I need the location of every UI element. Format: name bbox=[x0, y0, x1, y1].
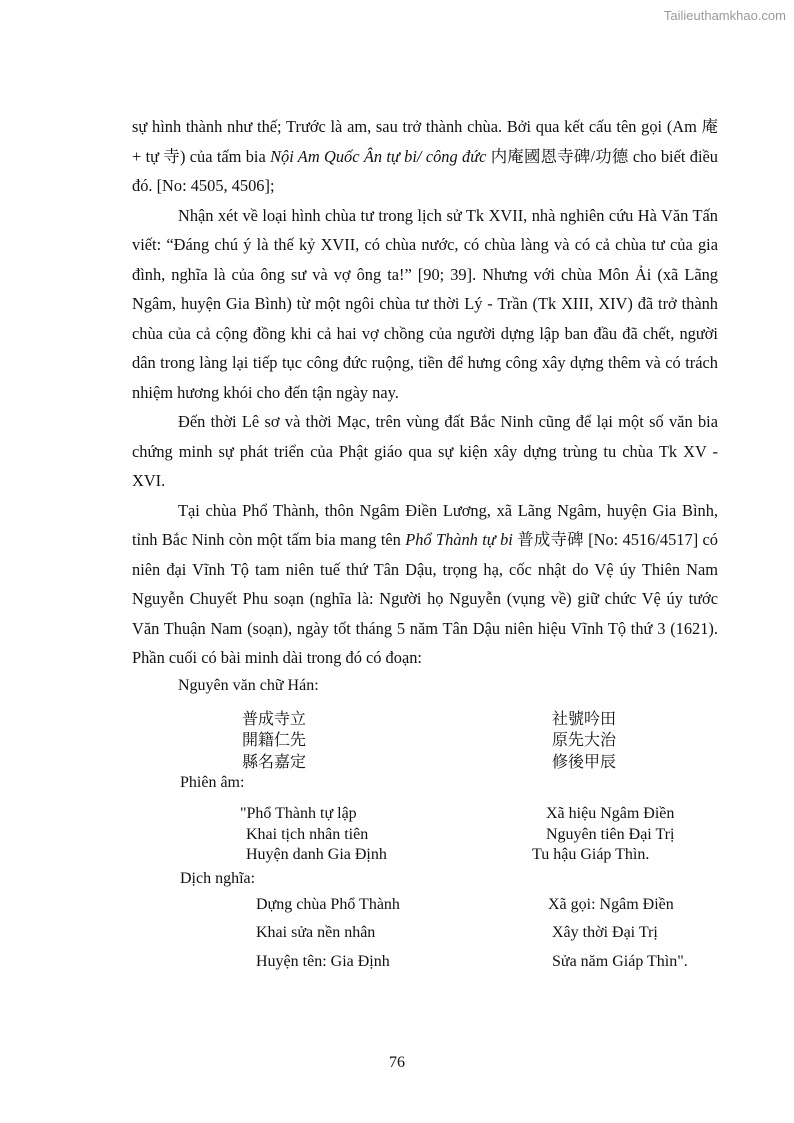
verse-row bbox=[132, 749, 718, 771]
verse-row bbox=[132, 805, 718, 826]
verse-right: 社號吟田 bbox=[552, 710, 617, 728]
paragraph-text: Nhận xét về loại hình chùa tư trong lịch sử Tk XVII, nhà nghiên cứu Hà Văn Tấn viết: “Đáng chú ý là thế kỷ XVII, có chùa nước, có chùa làng và có cả chùa tư của gia đình, nghĩa là của ông sư và vợ ông ta!” [90; 39]. Nhưng với chùa Môn Ải (xã Lãng Ngâm, huyện Gia Bình) từ một ngôi chùa tư thời Lý - Trần (Tk XIII, XIV) đã trở thành chùa của cả cộng đồng khi cả hai vợ chồng của người dựng lập ban đầu đã chết, người dân trong làng lại tiếp tục công đức ruộng, tiền để hưng công xây dựng thêm và có trách nhiệm hương khói cho đến tận ngày nay. bbox=[132, 205, 718, 402]
paragraphs bbox=[132, 112, 718, 673]
verse-left: 普成寺立 bbox=[242, 710, 307, 728]
verse-right: Nguyên tiên Đại Trị bbox=[546, 825, 675, 843]
watermark: Tailieuthamkhao.com bbox=[663, 8, 786, 23]
verse-right: Sửa năm Giáp Thìn". bbox=[552, 952, 688, 970]
verse-left: Khai sửa nền nhân bbox=[256, 924, 376, 941]
verse-row bbox=[132, 953, 718, 982]
page-body bbox=[132, 112, 718, 981]
paragraph-text: 内庵國恩寺碑/功德 cho biết điều đó. [No: 4505, 4506]; bbox=[132, 146, 718, 195]
paragraph bbox=[132, 201, 718, 408]
dich-verse bbox=[132, 896, 718, 982]
paragraph bbox=[132, 496, 718, 673]
italic-title: Phổ Thành tự bi bbox=[405, 530, 513, 549]
verse-left: Dựng chùa Phổ Thành bbox=[256, 895, 400, 913]
verse-left: Huyện tên: Gia Định bbox=[256, 952, 390, 970]
paragraph-text: Đến thời Lê sơ và thời Mạc, trên vùng đất Bắc Ninh cũng để lại một số văn bia chứng minh sự phát triển của Phật giáo qua sự kiện xây dựng trùng tu chùa Tk XV - XVI. bbox=[132, 412, 718, 490]
paragraph bbox=[132, 407, 718, 496]
verse-left: "Phổ Thành tự lập bbox=[240, 805, 357, 822]
verse-right: Xây thời Đại Trị bbox=[552, 924, 658, 941]
verse-right: 修後甲辰 bbox=[552, 753, 617, 771]
paragraph-text: 普成寺碑 [No: 4516/4517] có niên đại Vĩnh Tộ tam niên tuế thứ Tân Dậu, trọng hạ, cốc nhật do Vệ úy Thiên Nam Nguyễn Chuyết Phu soạn (nghĩa là: Người họ Nguyễn (vụng về) giữ chức Vệ úy tước Văn Thuận Nam (soạn), ngày tốt tháng 5 năm Tân Dậu niên hiệu Vĩnh Tộ thứ 3 (1621). Phần cuối có bài minh dài trong đó có đoạn: bbox=[132, 530, 718, 667]
phien-label: Phiên âm: bbox=[180, 774, 245, 791]
verse-right: 原先大治 bbox=[552, 732, 617, 749]
verse-left: Khai tịch nhân tiên bbox=[246, 825, 369, 843]
paragraph-text: sự hình thành như thế; Trước là am, sau trở thành chùa. Bởi qua kết cấu tên gọi (Am 庵 + tự 寺) của tấm bia bbox=[132, 117, 718, 166]
verse-row bbox=[132, 924, 718, 953]
page-number: 76 bbox=[389, 1054, 405, 1071]
verse-row bbox=[132, 826, 718, 847]
verse-left: Huyện danh Gia Định bbox=[246, 846, 387, 863]
han-label: Nguyên văn chữ Hán: bbox=[178, 676, 319, 694]
paragraph-text: Tại chùa Phổ Thành, thôn Ngâm Điền Lương, xã Lãng Ngâm, huyện Gia Bình, tỉnh Bắc Ninh còn một tấm bia mang tên bbox=[132, 500, 718, 549]
paragraph bbox=[132, 112, 718, 201]
verse-left: 縣名嘉定 bbox=[242, 753, 307, 771]
verse-row bbox=[132, 846, 718, 867]
verse-row bbox=[132, 727, 718, 749]
verse-row bbox=[132, 896, 718, 925]
verse-row bbox=[132, 706, 718, 728]
verse-right: Xã hiệu Ngâm Điền bbox=[546, 805, 675, 822]
phien-verse bbox=[132, 805, 718, 867]
han-verse bbox=[132, 706, 718, 771]
italic-title: Nội Am Quốc Ân tự bi/ công đức bbox=[270, 146, 487, 166]
verse-left: 開籍仁先 bbox=[242, 732, 307, 749]
verse-right: Tu hậu Giáp Thìn. bbox=[532, 846, 650, 863]
verse-right: Xã gọi: Ngâm Điền bbox=[548, 895, 674, 913]
dich-label: Dịch nghĩa: bbox=[180, 869, 256, 887]
